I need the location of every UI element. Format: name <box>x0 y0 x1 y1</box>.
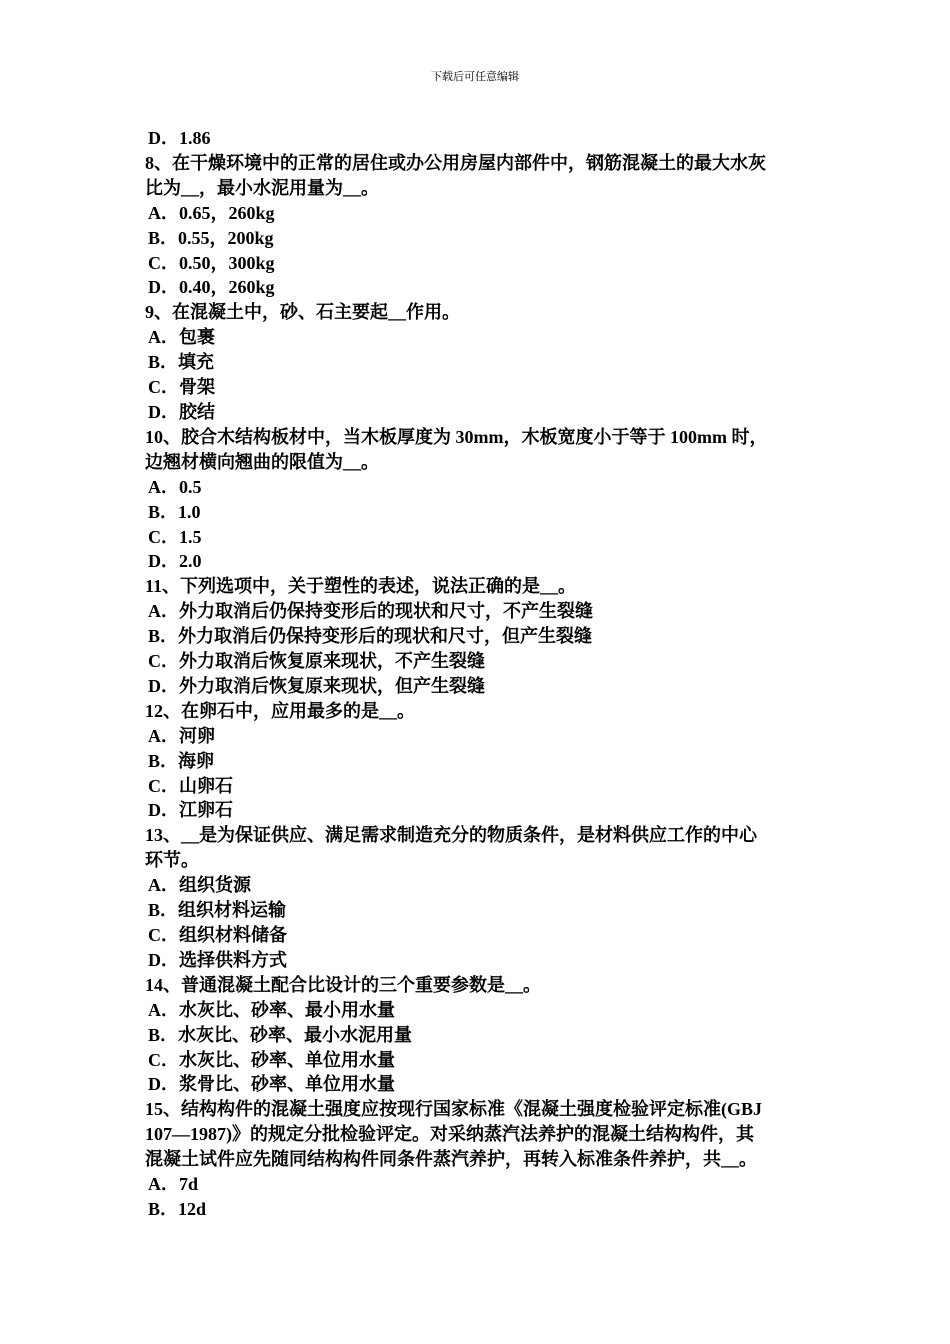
answer-option: A．河卵 <box>148 725 215 746</box>
question-text: 107—1987)》的规定分批检验评定。对采纳蒸汽法养护的混凝土结构构件，其 <box>145 1124 754 1145</box>
question-text: 13、__是为保证供应、满足需求制造充分的物质条件，是材料供应工作的中心 <box>145 825 757 846</box>
answer-option: A．0.65，260kg <box>148 202 275 223</box>
answer-option: B．1.0 <box>148 501 201 522</box>
answer-option: D．0.40，260kg <box>148 277 275 298</box>
question-text: 混凝土试件应先随同结构构件同条件蒸汽养护，再转入标准条件养护，共__。 <box>145 1149 757 1170</box>
question-text: 15、结构构件的混凝土强度应按现行国家标准《混凝土强度检验评定标准(GBJ <box>145 1099 762 1120</box>
answer-option: C．外力取消后恢复原来现状，不产生裂缝 <box>148 651 485 672</box>
answer-option: B．外力取消后仍保持变形后的现状和尺寸，但产生裂缝 <box>148 626 593 647</box>
answer-option: C．0.50，300kg <box>148 252 275 273</box>
answer-option: D．1.86 <box>148 128 211 148</box>
answer-option: D．浆骨比、砂率、单位用水量 <box>148 1074 395 1095</box>
question-text: 11、下列选项中，关于塑性的表述，说法正确的是__。 <box>145 576 577 597</box>
answer-option: D．胶结 <box>148 401 215 422</box>
question-text: 环节。 <box>145 850 199 871</box>
answer-option: B．组织材料运输 <box>148 900 287 921</box>
question-text: 边翘材横向翘曲的限值为__。 <box>145 451 379 472</box>
answer-option: B．水灰比、砂率、最小水泥用量 <box>148 1024 413 1045</box>
answer-option: B．0.55，200kg <box>148 227 274 248</box>
answer-option: C．1.5 <box>148 526 202 547</box>
answer-option: A．水灰比、砂率、最小用水量 <box>148 999 395 1020</box>
answer-option: A．0.5 <box>148 476 202 497</box>
question-content <box>145 126 815 1222</box>
answer-option: C．骨架 <box>148 377 215 398</box>
question-text: 比为__，最小水泥用量为__。 <box>145 177 379 198</box>
answer-option: D．外力取消后恢复原来现状，但产生裂缝 <box>148 675 485 696</box>
question-text: 10、胶合木结构板材中，当木板厚度为 30mm，木板宽度小于等于 100mm 时， <box>145 426 768 447</box>
page-header: 下载后可任意编辑 <box>431 70 519 83</box>
answer-option: D．2.0 <box>148 551 202 572</box>
question-text: 12、在卵石中，应用最多的是__。 <box>145 700 415 721</box>
answer-option: A．外力取消后仍保持变形后的现状和尺寸，不产生裂缝 <box>148 601 593 622</box>
question-text: 14、普通混凝土配合比设计的三个重要参数是__。 <box>145 974 541 995</box>
answer-option: C．山卵石 <box>148 775 233 796</box>
answer-option: B．海卵 <box>148 750 215 771</box>
answer-option: A．包裹 <box>148 327 215 348</box>
question-text: 8、在干燥环境中的正常的居住或办公用房屋内部件中，钢筋混凝土的最大水灰 <box>145 152 766 173</box>
question-text: 9、在混凝土中，砂、石主要起__作用。 <box>145 302 460 323</box>
answer-option: C．水灰比、砂率、单位用水量 <box>148 1049 395 1070</box>
answer-option: A．组织货源 <box>148 875 251 896</box>
answer-option: A．7d <box>148 1174 199 1195</box>
answer-option: C．组织材料储备 <box>148 925 287 945</box>
answer-option: D．江卵石 <box>148 800 233 821</box>
answer-option: B．12d <box>148 1198 207 1219</box>
answer-option: D．选择供料方式 <box>148 949 287 970</box>
answer-option: B．填充 <box>148 352 215 373</box>
